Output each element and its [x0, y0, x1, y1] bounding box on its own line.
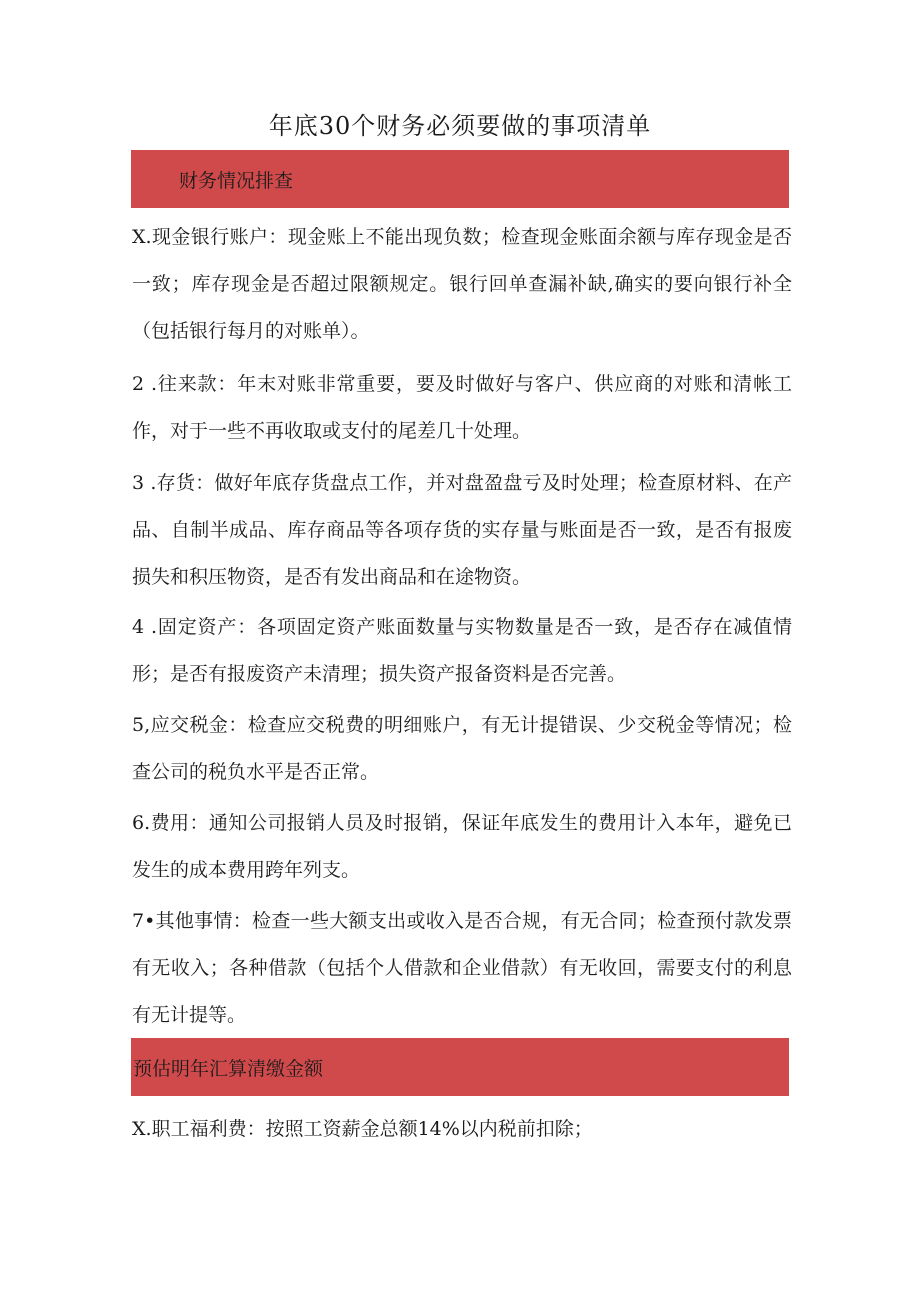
section-heading: 预估明年汇算清缴金额: [133, 1057, 324, 1080]
section-banner-financial-check: [131, 150, 789, 208]
list-item-expenses: 6.费用：通知公司报销人员及时报销，保证年底发生的费用计入本年，避免已发生的成本费用跨年列支。: [132, 812, 792, 881]
list-item-receivables: 2 .往来款：年末对账非常重要，要及时做好与客户、供应商的对账和清帐工作，对于一些不再收取或支付的尾差几十处理。: [132, 373, 792, 442]
list-item-inventory: 3 .存货：做好年底存货盘点工作，并对盘盈盘亏及时处理；检查原材料、在产品、自制半成品、库存商品等各项存货的实存量与账面是否一致，是否有报废损失和积压物资，是否有发出商品和在途物资。: [132, 472, 792, 588]
section-banner-settlement-estimate: [131, 1038, 789, 1096]
list-item-welfare: X.职工福利费：按照工资薪金总额14%以内税前扣除；: [132, 1118, 593, 1140]
section-heading: 财务情况排查: [179, 169, 294, 192]
list-item-other-matters: 7•其他事情：检查一些大额支出或收入是否合规，有无合同；检查预付款发票有无收入；各种借款（包括个人借款和企业借款）有无收回，需要支付的利息有无计提等。: [132, 910, 792, 1026]
list-item-fixed-assets: 4 .固定资产：各项固定资产账面数量与实物数量是否一致，是否存在减值情形；是否有报废资产未清理；损失资产报备资料是否完善。: [132, 616, 792, 685]
document-title: 年底30个财务必须要做的事项清单: [268, 112, 652, 140]
list-item-cash-bank: X.现金银行账户：现金账上不能出现负数；检查现金账面余额与库存现金是否一致；库存现金是否超过限额规定。银行回单查漏补缺,确实的要向银行补全（包括银行每月的对账单）。: [132, 226, 792, 342]
list-item-taxes: 5,应交税金：检查应交税费的明细账户，有无计提错误、少交税金等情况；检查公司的税负水平是否正常。: [132, 714, 792, 783]
